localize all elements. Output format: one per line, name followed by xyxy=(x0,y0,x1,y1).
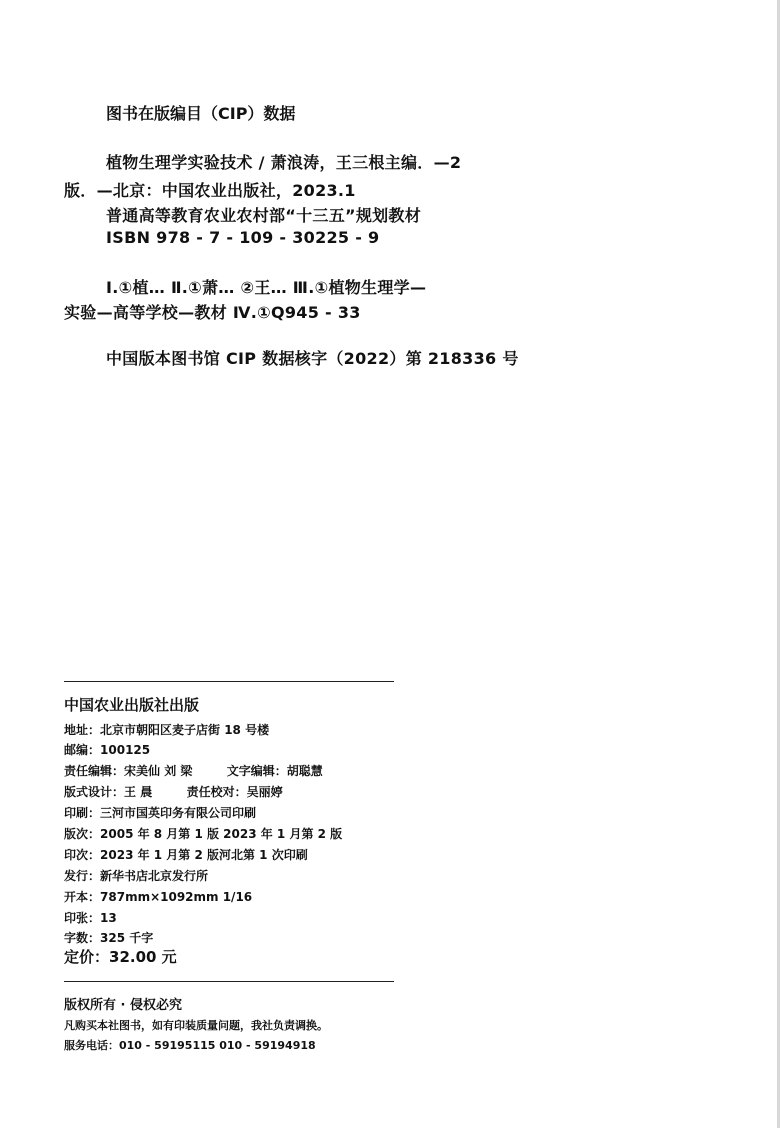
divider-top xyxy=(64,681,394,682)
service-line xyxy=(64,1037,316,1053)
editor-value: 宋美仙 刘 梁 xyxy=(124,764,193,778)
service-phone: 010 - 59195115 010 - 59194918 xyxy=(119,1039,316,1052)
distributor-line xyxy=(64,867,208,884)
layout-line xyxy=(64,783,283,800)
impression-label: 印次： xyxy=(64,848,101,862)
format-line xyxy=(64,888,252,905)
publisher-name: 中国农业出版社出版 xyxy=(64,696,200,714)
distributor-label: 发行： xyxy=(64,869,101,883)
text-editor-label: 文字编辑： xyxy=(226,764,287,778)
divider-bottom xyxy=(64,981,394,982)
impression-value: 2023 年 1 月第 2 版河北第 1 次印刷 xyxy=(100,848,308,862)
proof-label: 责任校对： xyxy=(186,785,247,799)
words-value: 325 千字 xyxy=(100,931,154,945)
words-line xyxy=(64,929,153,946)
cip-line-3: 普通高等教育农业农村部“十三五”规划教材 xyxy=(106,206,422,225)
sheets-line xyxy=(64,909,117,926)
rights-note: 凡购买本社图书，如有印装质量问题，我社负责调换。 xyxy=(64,1019,328,1032)
cip-line-1: 植物生理学实验技术 / 萧浪涛，王三根主编．—2 xyxy=(106,153,462,172)
format-label: 开本： xyxy=(64,890,101,904)
price-value: 32.00 元 xyxy=(109,948,177,966)
layout-value: 王 晨 xyxy=(124,785,153,799)
sheets-label: 印张： xyxy=(64,911,101,925)
postcode-label: 邮编： xyxy=(64,743,101,757)
rights-title: 版权所有 · 侵权必究 xyxy=(64,998,182,1013)
format-value: 787mm×1092mm 1/16 xyxy=(100,890,253,904)
cip-line-isbn: ISBN 978 - 7 - 109 - 30225 - 9 xyxy=(106,228,380,247)
sheets-value: 13 xyxy=(100,911,117,925)
distributor-value: 新华书店北京发行所 xyxy=(100,869,209,883)
service-label: 服务电话： xyxy=(64,1039,119,1052)
cip-line-2: 版．—北京：中国农业出版社，2023.1 xyxy=(64,181,356,200)
proof-value: 吴丽婷 xyxy=(246,785,283,799)
cip-title: 图书在版编目（CIP）数据 xyxy=(106,104,296,123)
printer-value: 三河市国英印务有限公司印刷 xyxy=(100,806,257,820)
cip-line-classification-1: Ⅰ.①植… Ⅱ.①萧… ②王… Ⅲ.①植物生理学— xyxy=(106,278,427,297)
edition-line xyxy=(64,825,342,842)
cip-line-record-number: 中国版本图书馆 CIP 数据核字（2022）第 218336 号 xyxy=(106,349,519,368)
postcode-value: 100125 xyxy=(100,743,151,757)
printer-line xyxy=(64,804,256,821)
postcode-line xyxy=(64,741,150,758)
edition-label: 版次： xyxy=(64,827,101,841)
editor-line xyxy=(64,762,323,779)
price-line xyxy=(64,946,177,967)
layout-label: 版式设计： xyxy=(64,785,125,799)
edition-value: 2005 年 8 月第 1 版 2023 年 1 月第 2 版 xyxy=(100,827,343,841)
words-label: 字数： xyxy=(64,931,101,945)
address-line xyxy=(64,721,269,738)
address-value: 北京市朝阳区麦子店街 18 号楼 xyxy=(100,723,270,737)
price-label: 定价： xyxy=(64,948,110,966)
impression-line xyxy=(64,846,308,863)
printer-label: 印刷： xyxy=(64,806,101,820)
text-editor-value: 胡聪慧 xyxy=(286,764,323,778)
address-label: 地址： xyxy=(64,723,101,737)
editor-label: 责任编辑： xyxy=(64,764,125,778)
cip-line-classification-2: 实验—高等学校—教材 Ⅳ.①Q945 - 33 xyxy=(64,303,361,322)
